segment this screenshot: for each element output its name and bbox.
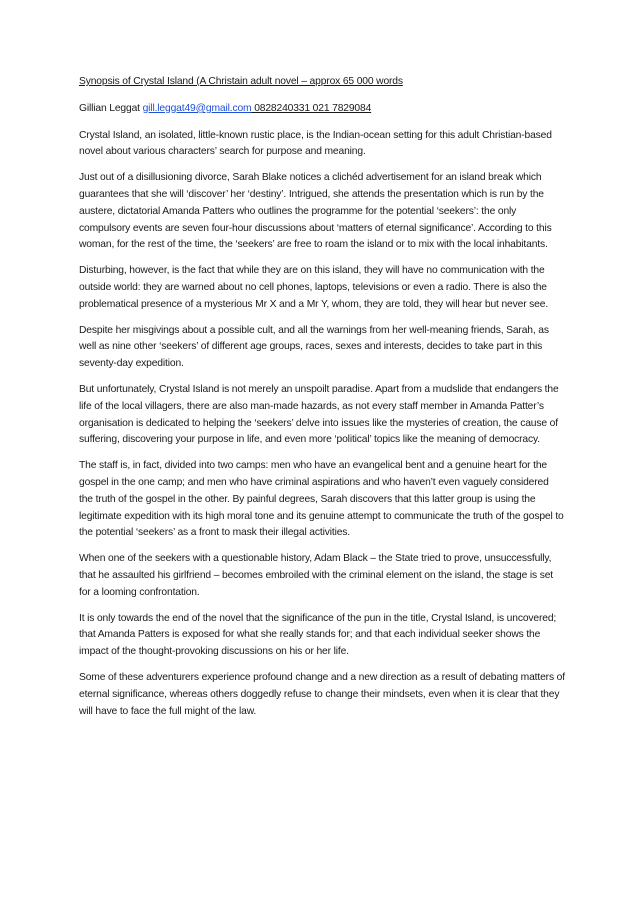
paragraph-8: It is only towards the end of the novel that the significance of the pun in the title, Crystal Island, is uncovered; that Amanda Patters is exposed for what she really stands for; and that each individual seeker shows the impact of the thought-provoking discussions on his or her life. <box>79 612 557 658</box>
paragraph-3: Disturbing, however, is the fact that while they are on this island, they will have no communication with the outside world: they are warned about no cell phones, laptops, televisions or even a radio. There is also the problematical presence of a mysterious Mr X and a Mr Y, whom, they are told, they will hear but never see. <box>79 265 549 310</box>
document-page <box>79 74 565 729</box>
paragraph-5: But unfortunately, Crystal Island is not merely an unspoilt paradise. Apart from a mudslide that endangers the life of the local villagers, there are also man-made hazards, as not every staff member in Amanda Patter’s organisation is dedicated to helping the ‘seekers’ delve into issues like the mysteries of creation, the cause of suffering, discovering your purpose in life, and even more ‘political’ topics like the meaning of democracy. <box>79 383 559 446</box>
paragraph-2: Just out of a disillusioning divorce, Sarah Blake notices a clichéd advertisement for an island break which guarantees that she will ‘discover’ her ‘destiny’. Intrigued, she attends the presentation which is run by the austere, dictatorial Amanda Patters who outlines the programme for the potential ‘seekers’: the only compulsory events are seven four-hour discussions about ‘matters of eternal significance’. According to this woman, for the rest of the time, the ‘seekers’ are free to roam the island or to mix with the local inhabitants. <box>79 172 552 251</box>
paragraph-1: Crystal Island, an isolated, little-known rustic place, is the Indian-ocean setting for this adult Christian-based novel about various characters’ search for purpose and meaning. <box>79 129 552 158</box>
email-link[interactable]: gill.leggat49@gmail.com <box>142 102 252 114</box>
paragraph-4: Despite her misgivings about a possible cult, and all the warnings from her well-meaning friends, Sarah, as well as nine other ‘seekers’ of different age groups, races, sexes and interests, decides to take part in this seventy-day expedition. <box>79 324 549 370</box>
paragraph-6: The staff is, in fact, divided into two camps: men who have an evangelical bent and a genuine heart for the gospel in the one camp; and men who have criminal aspirations and who haven’t even vaguely considered the truth of the gospel in the other. By painful degrees, Sarah discovers that this latter group is using the legitimate expedition with its high moral tone and its genuine attempt to communicate the truth of the gospel to the potential ‘seekers’ as a front to mask their illegal activities. <box>79 460 564 539</box>
phone-numbers: 0828240331 021 7829084 <box>251 102 372 114</box>
author-name: Gillian Leggat <box>79 102 140 114</box>
paragraph-9: Some of these adventurers experience profound change and a new direction as a result of debating matters of eternal significance, whereas others doggedly refuse to change their mindsets, even when it is clear that they will have to face the full might of the law. <box>79 671 565 717</box>
paragraph-7: When one of the seekers with a questionable history, Adam Black – the State tried to prove, unsuccessfully, that he assaulted his girlfriend – becomes embroiled with the criminal element on the island, the stage is set for a looming confrontation. <box>79 553 554 598</box>
contact-line <box>79 101 565 118</box>
document-title: Synopsis of Crystal Island (A Christain adult novel – approx 65 000 words <box>79 76 403 87</box>
